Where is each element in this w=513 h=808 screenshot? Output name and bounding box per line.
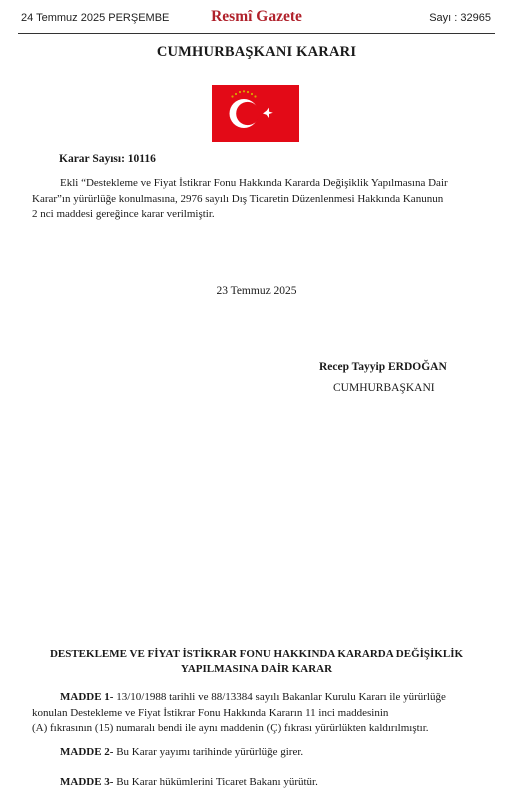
gazette-header bbox=[0, 0, 513, 34]
intro-paragraph bbox=[32, 176, 484, 223]
article-line bbox=[32, 690, 484, 706]
document-title: CUMHURBAŞKANI KARARI bbox=[156, 44, 357, 60]
turkish-flag-icon bbox=[212, 85, 299, 142]
regulation-title bbox=[0, 647, 513, 677]
article-label: MADDE 3- bbox=[60, 776, 114, 788]
gazette-title: Resmî Gazete bbox=[211, 8, 302, 25]
article-line: (A) fıkrasının (15) numaralı bendi ile aynı maddenin (Ç) fıkrası yürürlükten kaldırılmıştır. bbox=[32, 722, 429, 734]
intro-line: Karar”ın yürürlüğe konulmasına, 2976 sayılı Dış Ticaretin Düzenlenmesi Hakkında Kanunun bbox=[32, 192, 444, 205]
article-2 bbox=[32, 745, 484, 761]
article-1 bbox=[32, 690, 484, 737]
decision-number: Karar Sayısı: 10116 bbox=[59, 153, 156, 165]
signatory-title: CUMHURBAŞKANI bbox=[333, 382, 435, 394]
issue-number: Sayı : 32965 bbox=[429, 12, 491, 24]
article-text: 13/10/1988 tarihli ve 88/13384 sayılı Bakanlar Kurulu Kararı ile yürürlüğe bbox=[113, 691, 446, 703]
article-text: Bu Karar hükümlerini Ticaret Bakanı yürütür. bbox=[113, 776, 318, 788]
article-text: Bu Karar yayımı tarihinde yürürlüğe girer. bbox=[113, 746, 304, 758]
regulation-title-line: DESTEKLEME VE FİYAT İSTİKRAR FONU HAKKINDA KARARDA DEĞİŞİKLİK bbox=[49, 648, 464, 660]
regulation-title-line: YAPILMASINA DAİR KARAR bbox=[180, 663, 333, 675]
article-3 bbox=[32, 775, 484, 791]
signatory-name: Recep Tayyip ERDOĞAN bbox=[319, 361, 447, 373]
header-divider bbox=[18, 33, 495, 34]
article-label: MADDE 1- bbox=[60, 691, 114, 703]
intro-line: 2 nci maddesi gereğince karar verilmiştir. bbox=[32, 208, 215, 220]
decision-date: 23 Temmuz 2025 bbox=[216, 285, 297, 297]
intro-line: Ekli “Destekleme ve Fiyat İstikrar Fonu Hakkında Kararda Değişiklik Yapılmasına Dair bbox=[60, 177, 448, 189]
issue-date: 24 Temmuz 2025 PERŞEMBE bbox=[21, 12, 170, 24]
article-label: MADDE 2- bbox=[60, 746, 114, 758]
article-line: konulan Destekleme ve Fiyat İstikrar Fonu Hakkında Kararın 11 inci maddesinin bbox=[32, 706, 389, 719]
